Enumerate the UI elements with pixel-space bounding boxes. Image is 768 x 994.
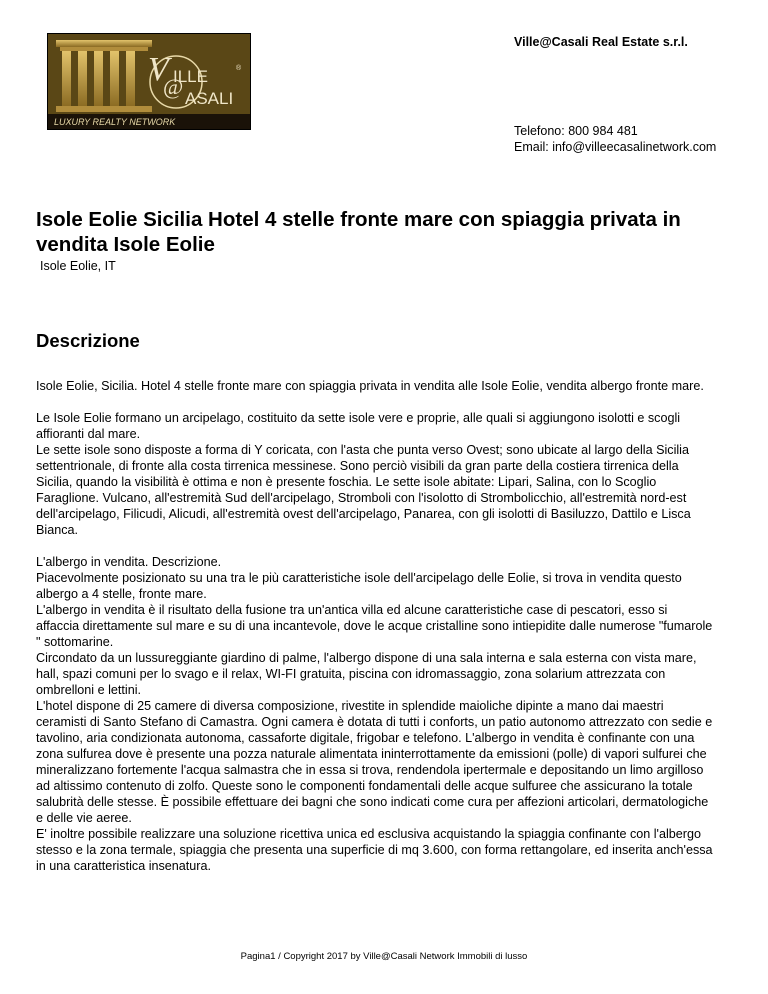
listing-location: Isole Eolie, IT bbox=[40, 259, 116, 273]
company-logo bbox=[47, 33, 251, 130]
description-heading: Descrizione bbox=[36, 330, 140, 351]
svg-text:ASALI: ASALI bbox=[185, 89, 234, 108]
svg-text:ILLE: ILLE bbox=[173, 67, 208, 86]
contact-info bbox=[514, 123, 716, 155]
svg-text:V: V bbox=[148, 51, 169, 88]
description-paragraph: Isole Eolie, Sicilia. Hotel 4 stelle fronte mare con spiaggia privata in vendita alle Isole Eolie, vendita albergo fronte mare. bbox=[36, 379, 704, 393]
page-footer: Pagina1 / Copyright 2017 by Ville@Casali Network Immobili di lusso bbox=[240, 951, 528, 962]
company-name: Ville@Casali Real Estate s.r.l. bbox=[514, 35, 688, 49]
description-body bbox=[36, 378, 736, 890]
listing-title: Isole Eolie Sicilia Hotel 4 stelle fronte mare con spiaggia privata in vendita Isole Eolie bbox=[36, 208, 681, 256]
svg-text:@: @ bbox=[163, 74, 184, 99]
description-paragraph: L'albergo in vendita. Descrizione. Piacevolmente posizionato su una tra le più caratteristiche isole dell'arcipelago delle Eolie, si trova in vendita questo albergo a 4 stelle, fronte mare. L'albergo in vendita è il risultato della fusione tra un'antica villa ed alcune caratteristiche case di pescatori, esso si affaccia direttamente sul mare e su di una incantevole, dove le acque cristalline sono intiepidite dalle numerose "fumarole " sottomarine. Circondato da un lussureggiante giardino di palme, l'albergo dispone di una sala interna e sala esterna con vista mare, hall, spazi comuni per lo svago e il relax, WI-FI gratuita, piscina con idromassaggio, zona solarium attrezzata con ombrelloni e lettini. L'hotel dispone di 25 camere di diversa composizione, rivestite in splendide maioliche dipinte a mano dai maestri ceramisti di Santo Stefano di Camastra. Ogni camera è dotata di tutti i conforts, un patio autonomo attrezzato con sedie e tavolino, aria condizionata autonoma, cassaforte digitale, frigobar e telefono. L'albergo in vendita è confinante con una zona sulfurea dove è presente una pozza naturale alimentata ininterrottamente da emissioni (polle) di vapori sulfurei che mineralizzano fortemente l'acqua salmastra che in essa si trova, rendendola ipertermale e depositando un limo argilloso ad altissimo contenuto di zolfo. Queste sono le componenti fondamentali delle acque sulfuree che assicurano la totale salubrità delle stesse. È possibile effettuare dei bagni che sono indicati come cura per affezioni articolari, dermatologiche e delle vie aeree. E' inoltre possibile realizzare una soluzione ricettiva unica ed esclusiva acquistando la spiaggia confinante con l'albergo stesso e la zona termale, spiaggia che presenta una superficie di mq 3.600, con forma rettangolare, ed inserita anch'essa in una caratteristica insenatura. bbox=[36, 555, 713, 873]
email-address: Email: info@villeecasalinetwork.com bbox=[514, 140, 717, 154]
phone-number: Telefono: 800 984 481 bbox=[514, 124, 638, 138]
description-paragraph: Le Isole Eolie formano un arcipelago, costituito da sette isole vere e proprie, alle quali si aggiungono isolotti e scogli affioranti dal mare. Le sette isole sono disposte a forma di Y coricata, con l'asta che punta verso Ovest; sono ubicate al largo della Sicilia settentrionale, di fronte alla costa tirrenica messinese. Sono perciò visibili da gran parte della costiera tirrenica della Sicilia, quando la visibilità è ottima e non è presente foschia. Le sette isole abitate: Lipari, Salina, con lo Scoglio Faraglione. Vulcano, all'estremità Sud dell'arcipelago, Stromboli con l'isolotto di Strombolicchio, all'estremità nord-est dell'arcipelago, Filicudi, Alicudi, all'estremità ovest dell'arcipelago, Panarea, con gli isolotti di Basiluzzo, Dattilo e Lisca Bianca. bbox=[36, 411, 691, 537]
svg-text:LUXURY REALTY NETWORK: LUXURY REALTY NETWORK bbox=[54, 117, 176, 127]
logo-graphic bbox=[48, 34, 250, 129]
svg-text:®: ® bbox=[236, 65, 242, 72]
